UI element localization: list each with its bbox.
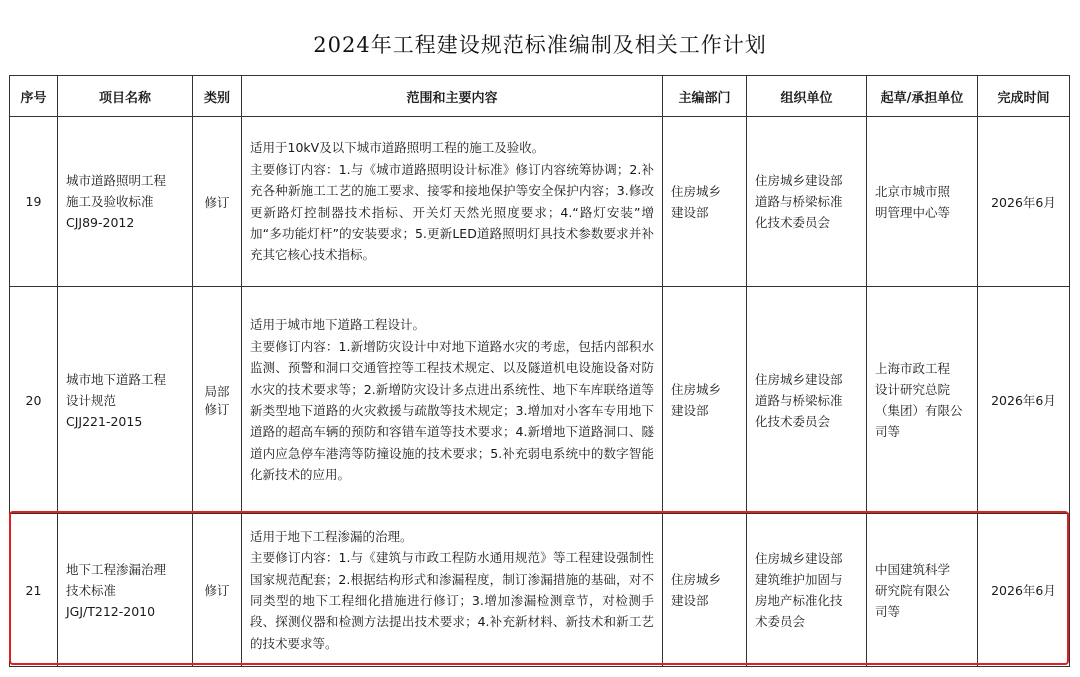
- cell-drafter: [867, 514, 978, 667]
- name-line: CJJ221-2015: [66, 413, 143, 429]
- organizer-line: 道路与桥梁标准: [755, 392, 843, 408]
- scope-text: 适用于地下工程渗漏的治理。: [250, 528, 413, 544]
- cell-no: 21: [10, 514, 58, 667]
- editor-line: 住房城乡: [671, 382, 722, 397]
- cell-scope-content: [242, 287, 663, 514]
- header-category: 类别: [193, 76, 242, 117]
- organizer-line: 住房城乡建设部: [755, 371, 843, 387]
- name-line: CJJ89-2012: [66, 215, 135, 230]
- drafter-line: 设计研究总院: [875, 382, 951, 397]
- cell-chief-editor: [663, 117, 747, 287]
- cell-deadline: 2026年6月: [978, 514, 1070, 667]
- organizer-line: 术委员会: [755, 614, 806, 629]
- header-deadline: 完成时间: [978, 76, 1070, 117]
- cell-no: 19: [10, 117, 58, 287]
- name-line: JGJ/T212-2010: [66, 603, 156, 619]
- drafter-line: 研究院有限公: [875, 582, 951, 598]
- cell-no: 20: [10, 287, 58, 514]
- drafter-line: 司等: [875, 424, 901, 439]
- organizer-line: 建筑维护加固与: [755, 572, 843, 587]
- cell-project-name: [58, 287, 193, 514]
- scope-text: 适用于10kV及以下城市道路照明工程的施工及验收。: [250, 140, 545, 156]
- cell-deadline: 2026年6月: [978, 287, 1070, 514]
- organizer-line: 化技术委员会: [755, 215, 831, 230]
- table-row: [10, 514, 1070, 667]
- category-line: 修订: [204, 402, 230, 417]
- header-organizer: 组织单位: [747, 76, 867, 117]
- plan-table: [9, 75, 1070, 667]
- editor-line: 建设部: [671, 593, 709, 608]
- organizer-line: 住房城乡建设部: [755, 551, 843, 566]
- drafter-line: 中国建筑科学: [875, 561, 951, 577]
- editor-line: 住房城乡: [671, 183, 722, 199]
- name-line: 技术标准: [66, 582, 117, 598]
- editor-line: 建设部: [671, 204, 709, 220]
- name-line: 地下工程渗漏治理: [66, 561, 167, 577]
- cell-organizer: [747, 514, 867, 667]
- page-title: 2024年工程建设规范标准编制及相关工作计划: [313, 33, 767, 57]
- header-scope-content: 范围和主要内容: [242, 76, 663, 117]
- cell-drafter: [867, 287, 978, 514]
- drafter-line: 北京市城市照: [875, 183, 951, 199]
- category-line: 修订: [204, 194, 230, 210]
- content-text: 主要修订内容：1.新增防灾设计中对地下道路水灾的考虑，包括内部积水监测、预警和洞口交通管控等工程技术规定、以及隧道机电设施设备对防水灾的技术要求等；2.新增防灾设计多点进出系统性、地下车库联络道等新类型地下道路的火灾救援与疏散等技术规定；3.增加对小客车专用地下道路的超高车辆的预防和容错车道等技术要求；4.新增地下道路洞口、隧道内应急停车港湾等防撞设施的技术要求；5.补充弱电系统中的数字智能化新技术的应用。: [250, 338, 654, 483]
- organizer-line: 化技术委员会: [755, 413, 831, 429]
- table-row: [10, 117, 1070, 287]
- table-header-row: [10, 76, 1070, 117]
- category-line: 局部: [204, 384, 230, 399]
- drafter-line: 司等: [875, 603, 901, 619]
- header-no: 序号: [10, 76, 58, 117]
- drafter-line: 明管理中心等: [875, 204, 951, 220]
- cell-drafter: [867, 117, 978, 287]
- cell-chief-editor: [663, 287, 747, 514]
- cell-scope-content: [242, 514, 663, 667]
- header-chief-editor: 主编部门: [663, 76, 747, 117]
- header-project-name: 项目名称: [58, 76, 193, 117]
- name-line: 设计规范: [66, 392, 117, 408]
- cell-chief-editor: [663, 514, 747, 667]
- cell-category: [193, 287, 242, 514]
- scope-text: 适用于城市地下道路工程设计。: [250, 317, 426, 333]
- content-text: 主要修订内容：1.与《建筑与市政工程防水通用规范》等工程建设强制性国家规范配套；2.根据结构形式和渗漏程度，制订渗漏措施的基础，对不同类型的地下工程细化措施进行修订；3.增加渗漏检测章节，对检测手段、探测仪器和检测方法提出技术要求；4.补充新材料、新技术和新工艺的技术要求等。: [250, 550, 654, 651]
- table-row: [10, 287, 1070, 514]
- content-text: 主要修订内容：1.与《城市道路照明设计标准》修订内容统筹协调；2.补充各种新施工工艺的施工要求、接零和接地保护等安全保护内容；3.修改更新路灯控制器技术指标、开关灯天然光照度要求；4.“路灯安装”增加“多功能灯杆”的安装要求；5.更新LED道路照明灯具技术参数要求并补充其它核心技术指标。: [250, 161, 654, 263]
- drafter-line: （集团）有限公: [875, 403, 963, 418]
- cell-project-name: [58, 514, 193, 667]
- cell-deadline: 2026年6月: [978, 117, 1070, 287]
- drafter-line: 上海市政工程: [875, 361, 951, 376]
- editor-line: 住房城乡: [671, 572, 722, 587]
- cell-organizer: [747, 287, 867, 514]
- organizer-line: 房地产标准化技: [755, 593, 843, 608]
- cell-scope-content: [242, 117, 663, 287]
- organizer-line: 道路与桥梁标准: [755, 194, 843, 209]
- editor-line: 建设部: [671, 403, 709, 418]
- cell-organizer: [747, 117, 867, 287]
- organizer-line: 住房城乡建设部: [755, 173, 843, 188]
- cell-category: [193, 514, 242, 667]
- header-drafter: 起草/承担单位: [867, 76, 978, 117]
- name-line: 城市道路照明工程: [66, 173, 167, 188]
- category-line: 修订: [204, 583, 230, 598]
- name-line: 施工及验收标准: [66, 194, 154, 209]
- name-line: 城市地下道路工程: [66, 371, 167, 387]
- cell-project-name: [58, 117, 193, 287]
- cell-category: [193, 117, 242, 287]
